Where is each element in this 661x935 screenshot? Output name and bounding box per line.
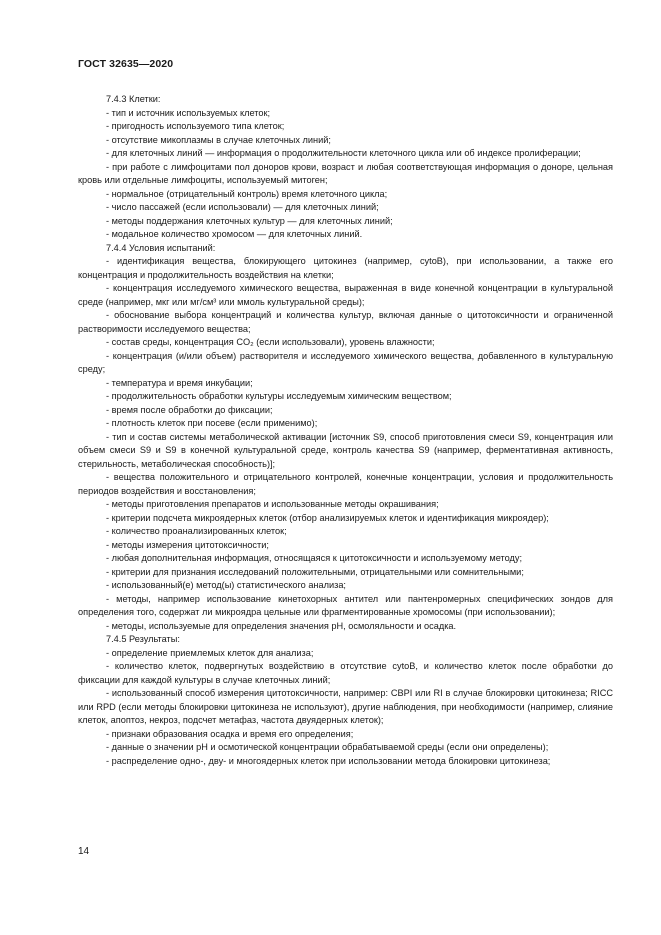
list-item: - состав среды, концентрация CO₂ (если использовали), уровень влажности;: [106, 337, 435, 347]
list-item: - определение приемлемых клеток для анализа;: [106, 647, 314, 658]
list-item: - тип и состав системы метаболической активации [источник S9, способ приготовления смеси S9, концентрация или объем смеси S9 и S9 в конечной культуральной среде, контроль качества S9 (например, ферментативная активность, стерильность, метаболическая способность)];: [78, 431, 613, 469]
page-number: 14: [78, 846, 90, 857]
list-item: - распределение одно-, дву- и многоядерных клеток при использовании метода блокировки цитокинеза;: [106, 755, 551, 766]
list-item: - идентификация вещества, блокирующего цитокинез (например, cytoB), при использовании, а также его концентрация и продолжительность воздействия на клетки;: [78, 256, 613, 280]
list-item: - при работе с лимфоцитами пол доноров крови, возраст и любая соответствующая информация о доноре, цельная кровь или отдельные лимфоциты, используемый митоген;: [78, 161, 613, 185]
list-item: - методы, например использование кинетохорных антител или пантенромерных специфических зондов для определения того, содержат ли микроядра цельные или фрагментированные хромосомы (при использовании);: [78, 593, 613, 617]
list-item: - продолжительность обработки культуры исследуемым химическим веществом;: [106, 391, 452, 401]
list-item: - число пассажей (если использовали) — для клеточных линий;: [106, 202, 379, 212]
list-item: - методы поддержания клеточных культур — для клеточных линий;: [106, 215, 393, 226]
list-item: - пригодность используемого типа клеток;: [106, 121, 285, 131]
list-item: - температура и время инкубации;: [106, 377, 253, 388]
list-item: - количество клеток, подвергнутых воздействию в отсутствие cytoB, и количество клеток после обработки до фиксации для каждой культуры в случае клеточных линий;: [78, 661, 613, 685]
list-item: - данные о значении pH и осмотической концентрации обрабатываемой среды (если они определены);: [106, 742, 549, 752]
list-item: - обоснование выбора концентраций и количества культур, включая данные о цитотоксичности и ограниченной растворимости исследуемого вещества;: [78, 310, 613, 334]
list-item: - любая дополнительная информация, относящаяся к цитотоксичности и используемому методу;: [106, 553, 523, 563]
section-heading: 7.4.5 Результаты:: [106, 634, 180, 644]
list-item: - использованный способ измерения цитотоксичности, например: CBPI или RI в случае блокировки цитокинеза; RICC или RPD (если методы блокировки цитокинеза не используют), другие наблюдения, при необходимости (например, слияние клеток, апоптоз, некроз, подсчет метафаз, частота двуядерных клеток);: [78, 688, 613, 725]
list-item: - использованный(е) метод(ы) статистического анализа;: [106, 580, 346, 590]
document-header: ГОСТ 32635—2020: [78, 58, 174, 70]
list-item: - критерии подсчета микроядерных клеток (отбор анализируемых клеток и идентификация микроядер);: [106, 512, 549, 523]
list-item: - вещества положительного и отрицательного контролей, конечные концентрации, условия и продолжительность периодов воздействия и восстановления;: [78, 472, 613, 496]
list-item: - плотность клеток при посеве (если применимо);: [106, 418, 318, 428]
section-heading: 7.4.3 Клетки:: [106, 94, 161, 104]
list-item: - нормальное (отрицательный контроль) время клеточного цикла;: [106, 188, 388, 199]
section-heading: 7.4.4 Условия испытаний:: [106, 242, 216, 253]
list-item: - количество проанализированных клеток;: [106, 526, 287, 536]
list-item: - модальное количество хромосом — для клеточных линий.: [106, 229, 363, 239]
list-item: - концентрация исследуемого химического вещества, выраженная в виде конечной концентрации в культуральной среде (например, мкг или мг/см³ или ммоль культуральной среды);: [78, 283, 613, 307]
list-item: - время после обработки до фиксации;: [106, 404, 273, 415]
list-item: - критерии для признания исследований положительными, отрицательными или сомнительными;: [106, 566, 524, 577]
list-item: - методы, используемые для определения значения pH, осмоляльности и осадка.: [106, 620, 457, 631]
list-item: - концентрация (и/или объем) растворителя и исследуемого химического вещества, добавленного в культуральную среду;: [78, 350, 613, 374]
list-item: - признаки образования осадка и время его определения;: [106, 728, 354, 739]
list-item: - тип и источник используемых клеток;: [106, 107, 271, 118]
document-body: [78, 93, 613, 768]
list-item: - для клеточных линий — информация о продолжительности клеточного цикла или об индексе пролиферации;: [106, 148, 581, 158]
list-item: - методы приготовления препаратов и использованные методы окрашивания;: [106, 499, 439, 509]
list-item: - отсутствие микоплазмы в случае клеточных линий;: [106, 134, 331, 145]
list-item: - методы измерения цитотоксичности;: [106, 539, 269, 550]
